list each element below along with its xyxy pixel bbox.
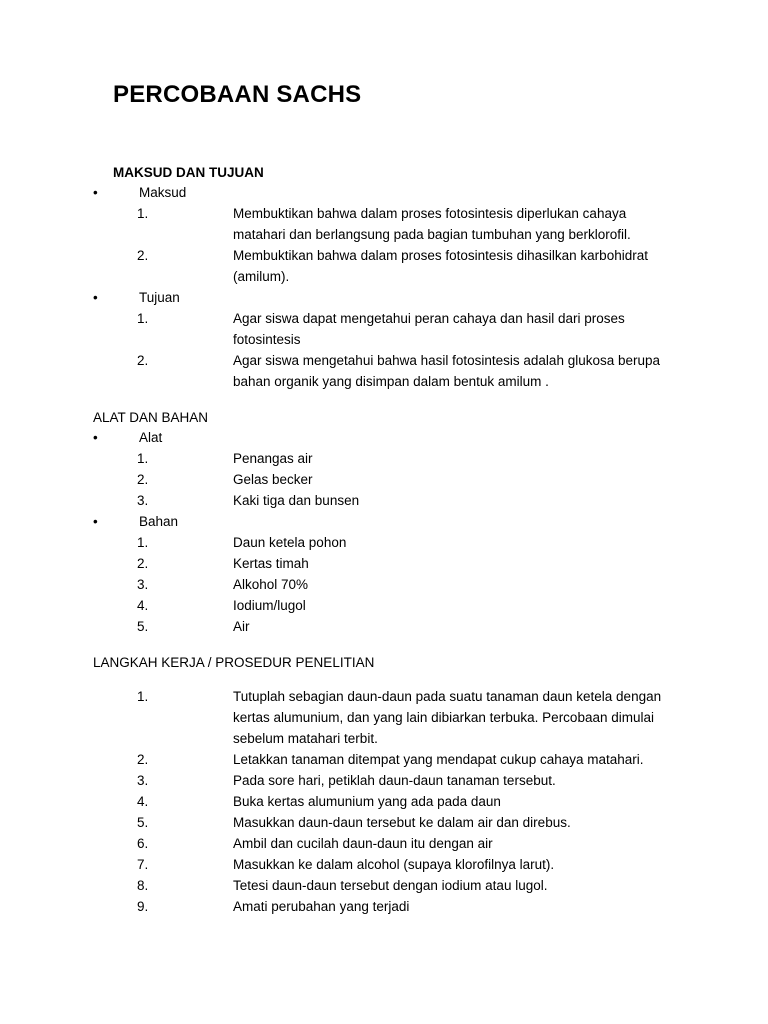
list-item-number: 4. [137,598,149,613]
numbered-list-item [139,896,675,917]
bullet-label: Alat [139,430,163,445]
numbered-list-item [139,448,675,469]
list-item-number: 2. [137,353,149,368]
list-item-text: Penangas air [233,451,313,466]
list-item-text: Masukkan daun-daun tersebut ke dalam air dan direbus. [233,815,571,830]
list-item-text: Agar siswa mengetahui bahwa hasil fotosintesis adalah glukosa berupa bahan organik yang disimpan dalam bentuk amilum . [233,353,661,389]
spacer [93,637,675,653]
numbered-list-item [139,532,675,553]
numbered-list-item [139,245,675,287]
list-item-text: Tutuplah sebagian daun-daun pada suatu tanaman daun ketela dengan kertas alumunium, dan yang lain dibiarkan terbuka. Percobaan dimulai sebelum matahari terbit. [233,689,662,746]
numbered-list-item [139,749,675,770]
bullet-icon: • [93,430,98,445]
numbered-list-item [139,791,675,812]
list-item-text: Masukkan ke dalam alcohol (supaya klorofilnya larut). [233,857,555,872]
numbered-list-item [139,770,675,791]
list-item-number: 1. [137,206,149,221]
list-item-number: 6. [137,836,149,851]
list-item [93,182,675,203]
list-item-text: Letakkan tanaman ditempat yang mendapat cukup cahaya matahari. [233,752,644,767]
list-item-text: Membuktikan bahwa dalam proses fotosintesis diperlukan cahaya matahari dan berlangsung pada bagian tumbuhan yang berklorofil. [233,206,631,242]
list-item [93,287,675,308]
section-maksud-dan-tujuan [93,163,675,392]
bullet-label: Bahan [139,514,179,529]
list-item-text: Alkohol 70% [233,577,309,592]
numbered-list-item [139,686,675,749]
sections-container [93,163,675,917]
numbered-list-item [139,833,675,854]
numbered-list-item [139,854,675,875]
list-item-number: 3. [137,577,149,592]
bullet-icon: • [93,185,98,200]
list-item-number: 2. [137,248,149,263]
list-item-text: Amati perubahan yang terjadi [233,899,410,914]
list-item-text: Buka kertas alumunium yang ada pada daun [233,794,501,809]
list-item-number: 3. [137,773,149,788]
list-item-text: Iodium/lugol [233,598,306,613]
list-item-number: 1. [137,451,149,466]
section-heading: LANGKAH KERJA / PROSEDUR PENELITIAN [93,655,375,670]
list-item-text: Kertas timah [233,556,309,571]
numbered-list-item [139,350,675,392]
list-item-text: Tetesi daun-daun tersebut dengan iodium atau lugol. [233,878,548,893]
list-item-number: 2. [137,752,149,767]
list-item-number: 9. [137,899,149,914]
list-item-number: 4. [137,794,149,809]
list-item-number: 5. [137,815,149,830]
list-item-text: Air [233,619,250,634]
list-item-text: Kaki tiga dan bunsen [233,493,360,508]
document-body [93,80,675,917]
list-item-number: 1. [137,689,149,704]
list-item [93,427,675,448]
list-item-text: Membuktikan bahwa dalam proses fotosintesis dihasilkan karbohidrat (amilum). [233,248,648,284]
numbered-list-item [139,553,675,574]
list-item-number: 1. [137,535,149,550]
list-item-number: 8. [137,878,149,893]
list-item-text: Ambil dan cucilah daun-daun itu dengan air [233,836,493,851]
numbered-list-item [139,203,675,245]
page-title: PERCOBAAN SACHS [113,81,362,108]
bullet-label: Tujuan [139,290,180,305]
list-item-number: 1. [137,311,149,326]
spacer [93,392,675,408]
spacer [93,110,675,163]
numbered-list-item [139,595,675,616]
bullet-icon: • [93,290,98,305]
numbered-list-item [139,469,675,490]
list-item-number: 5. [137,619,149,634]
section-heading: ALAT DAN BAHAN [93,410,209,425]
section-alat-dan-bahan [93,408,675,637]
bullet-label: Maksud [139,185,187,200]
section-heading: MAKSUD DAN TUJUAN [113,165,264,180]
numbered-list-item [139,812,675,833]
spacer [93,672,675,686]
numbered-list-item [139,308,675,350]
list-item-text: Gelas becker [233,472,313,487]
list-item-number: 2. [137,472,149,487]
numbered-list-item [139,616,675,637]
list-item-number: 3. [137,493,149,508]
list-item-text: Pada sore hari, petiklah daun-daun tanaman tersebut. [233,773,556,788]
list-item [93,511,675,532]
list-item-number: 7. [137,857,149,872]
bullet-icon: • [93,514,98,529]
section-langkah-kerja [93,653,675,917]
numbered-list-item [139,574,675,595]
list-item-number: 2. [137,556,149,571]
list-item-text: Daun ketela pohon [233,535,347,550]
numbered-list-item [139,490,675,511]
numbered-list-item [139,875,675,896]
list-item-text: Agar siswa dapat mengetahui peran cahaya dan hasil dari proses fotosintesis [233,311,625,347]
